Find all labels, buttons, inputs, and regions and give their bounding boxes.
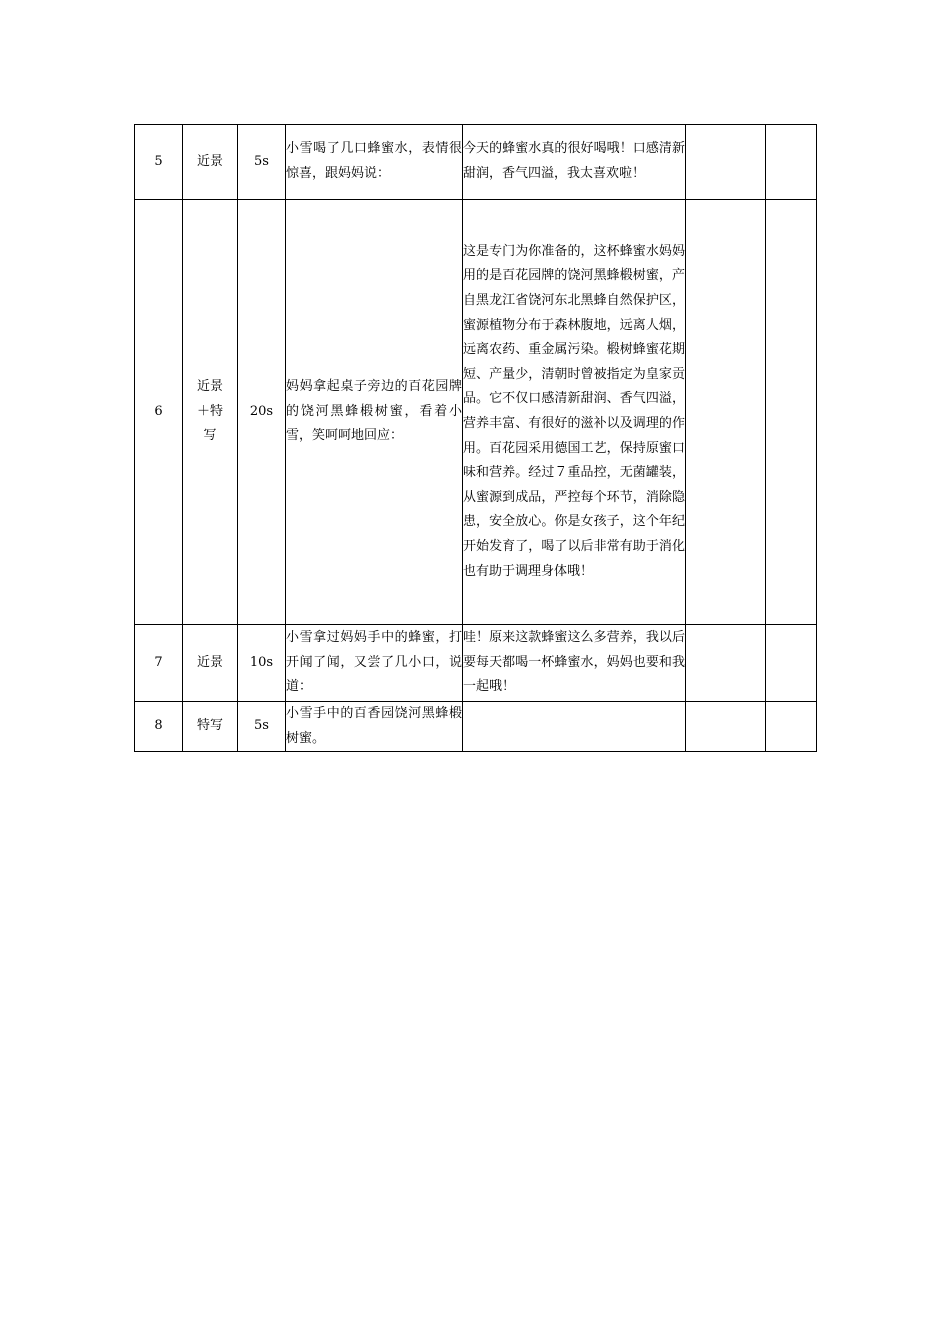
dialogue-text: 哇！原来这款蜂蜜这么多营养，我以后要每天都喝一杯蜂蜜水，妈妈也要和我一起哦！ [463,625,686,702]
shot-duration: 20s [238,200,286,625]
table-row [135,702,817,752]
shot-duration: 5s [238,125,286,200]
shot-number: 6 [135,200,183,625]
shot-number: 8 [135,702,183,752]
storyboard-table [134,124,817,752]
table-row [135,200,817,625]
shot-type: 近景 [183,625,238,702]
empty-cell [766,125,817,200]
empty-cell [766,702,817,752]
shot-type-cell [183,200,238,625]
scene-description: 小雪手中的百香园饶河黑蜂椴树蜜。 [286,702,463,752]
shot-duration: 10s [238,625,286,702]
shot-duration: 5s [238,702,286,752]
empty-cell [686,125,766,200]
table-row [135,125,817,200]
empty-cell [686,200,766,625]
dialogue-text: 今天的蜂蜜水真的很好喝哦！口感清新甜润，香气四溢，我太喜欢啦！ [463,125,686,200]
shot-type: 近景＋特写 [196,379,223,444]
scene-description: 小雪喝了几口蜂蜜水，表情很惊喜，跟妈妈说： [286,125,463,200]
dialogue-text: 这是专门为你准备的，这杯蜂蜜水妈妈用的是百花园牌的饶河黑蜂椴树蜜，产自黑龙江省饶河东北黑蜂自然保护区，蜜源植物分布于森林腹地，远离人烟，远离农药、重金属污染。椴树蜂蜜花期短、产量少，清朝时曾被指定为皇家贡品。它不仅口感清新甜润、香气四溢，营养丰富、有很好的滋补以及调理的作用。百花园采用德国工艺，保持原蜜口味和营养。经过７重品控，无菌罐装，从蜜源到成品，严控每个环节，消除隐患，安全放心。你是女孩子，这个年纪开始发育了，喝了以后非常有助于消化也有助于调理身体哦！ [463,200,686,625]
dialogue-text [463,702,686,752]
empty-cell [766,200,817,625]
table-row [135,625,817,702]
shot-number: 5 [135,125,183,200]
scene-description: 小雪拿过妈妈手中的蜂蜜，打开闻了闻，又尝了几小口，说道： [286,625,463,702]
empty-cell [686,702,766,752]
shot-type: 近景 [183,125,238,200]
empty-cell [686,625,766,702]
shot-number: 7 [135,625,183,702]
scene-description: 妈妈拿起桌子旁边的百花园牌的饶河黑蜂椴树蜜，看着小雪，笑呵呵地回应： [286,200,463,625]
empty-cell [766,625,817,702]
shot-type: 特写 [183,702,238,752]
